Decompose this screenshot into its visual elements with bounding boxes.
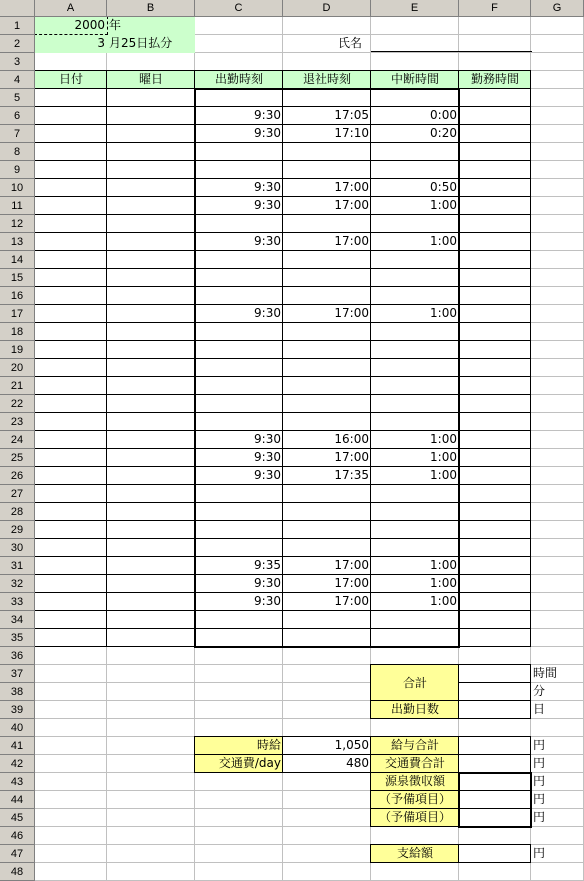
end-time-cell[interactable]: 17:00 <box>334 234 369 248</box>
row-header[interactable]: 13 <box>0 233 35 251</box>
start-time-cell[interactable]: 9:30 <box>254 234 281 248</box>
table-row-divider <box>35 178 531 179</box>
row-header[interactable]: 2 <box>0 35 35 53</box>
header-divider <box>106 71 107 89</box>
row-header[interactable]: 46 <box>0 827 35 845</box>
start-time-cell[interactable]: 9:30 <box>254 126 281 140</box>
end-time-cell[interactable]: 17:10 <box>334 126 369 140</box>
row-header[interactable]: 40 <box>0 719 35 737</box>
row-header[interactable]: 12 <box>0 215 35 233</box>
end-time-cell[interactable]: 17:00 <box>334 306 369 320</box>
reserve-item-2-label[interactable]: （予備項目） <box>371 809 459 827</box>
row-header[interactable]: 7 <box>0 125 35 143</box>
table-row-divider <box>35 232 531 233</box>
end-time-cell[interactable]: 17:00 <box>334 198 369 212</box>
row-header[interactable]: 28 <box>0 503 35 521</box>
start-time-cell[interactable]: 9:30 <box>254 306 281 320</box>
row-header[interactable]: 9 <box>0 161 35 179</box>
row-header[interactable]: 14 <box>0 251 35 269</box>
row-header[interactable]: 25 <box>0 449 35 467</box>
hourly-wage-label[interactable]: 時給 <box>195 737 283 755</box>
transport-per-day-value[interactable]: 480 <box>346 756 369 770</box>
row-header[interactable]: 8 <box>0 143 35 161</box>
table-row-divider <box>35 358 531 359</box>
table-row-divider <box>35 394 531 395</box>
table-row-divider <box>35 376 531 377</box>
table-row-divider <box>35 466 531 467</box>
table-row-divider <box>35 142 531 143</box>
table-row-divider <box>35 610 531 611</box>
row-header[interactable]: 38 <box>0 683 35 701</box>
row-header[interactable]: 37 <box>0 665 35 683</box>
row-header[interactable]: 36 <box>0 647 35 665</box>
start-time-cell[interactable]: 9:30 <box>254 576 281 590</box>
break-time-cell[interactable]: 1:00 <box>430 576 457 590</box>
row-header[interactable]: 47 <box>0 845 35 863</box>
start-time-cell[interactable]: 9:30 <box>254 432 281 446</box>
summary-divider <box>458 845 459 863</box>
start-time-cell[interactable]: 9:30 <box>254 468 281 482</box>
name-underline <box>371 51 532 52</box>
gridline-horizontal <box>35 718 584 719</box>
end-time-cell[interactable]: 17:00 <box>334 594 369 608</box>
table-row-divider <box>35 106 531 107</box>
summary-row-divider <box>371 808 531 809</box>
row-header[interactable]: 30 <box>0 539 35 557</box>
table-header-1[interactable]: 曜日 <box>107 71 195 89</box>
hourly-wage-value[interactable]: 1,050 <box>334 738 369 752</box>
row-header[interactable]: 33 <box>0 593 35 611</box>
table-row-divider <box>35 268 531 269</box>
row-header[interactable]: 16 <box>0 287 35 305</box>
summary-divider <box>371 700 531 701</box>
break-time-cell[interactable]: 1:00 <box>430 558 457 572</box>
minutes-unit-label[interactable]: 分 <box>533 684 546 698</box>
hours-unit-label[interactable]: 時間 <box>533 666 558 680</box>
row-header[interactable]: 22 <box>0 395 35 413</box>
table-header-0[interactable]: 日付 <box>35 71 107 89</box>
row-header[interactable]: 4 <box>0 71 35 89</box>
table-row-divider <box>35 196 531 197</box>
row-header[interactable]: 26 <box>0 467 35 485</box>
column-header-g[interactable]: G <box>531 0 584 17</box>
row-header[interactable]: 48 <box>0 863 35 881</box>
column-header-e[interactable]: E <box>371 0 459 17</box>
yen-unit-label[interactable]: 円 <box>533 774 546 788</box>
transport-total-label[interactable]: 交通費合計 <box>371 755 459 773</box>
break-time-cell[interactable]: 1:00 <box>430 198 457 212</box>
table-row-divider <box>35 124 531 125</box>
table-column-divider <box>282 89 283 647</box>
table-row-divider <box>35 322 531 323</box>
yen-unit-label[interactable]: 円 <box>533 792 546 806</box>
table-row-divider <box>35 556 531 557</box>
table-row-divider <box>35 628 531 629</box>
row-header[interactable]: 27 <box>0 485 35 503</box>
start-time-cell[interactable]: 9:30 <box>254 180 281 194</box>
break-time-cell[interactable]: 1:00 <box>430 306 457 320</box>
table-row-divider <box>35 592 531 593</box>
row-header[interactable]: 39 <box>0 701 35 719</box>
cell-a1-year[interactable]: 2000 <box>35 17 107 35</box>
cell-b2-month-label[interactable]: 月25日払分 <box>107 35 195 53</box>
select-all-corner[interactable] <box>0 0 35 17</box>
row-header[interactable]: 1 <box>0 17 35 35</box>
table-row-divider <box>35 250 531 251</box>
table-header-5[interactable]: 勤務時間 <box>459 71 531 89</box>
row-header[interactable]: 5 <box>0 89 35 107</box>
table-header-4[interactable]: 中断時間 <box>371 71 459 89</box>
table-row-divider <box>35 304 531 305</box>
workdays-label[interactable]: 出勤日数 <box>371 701 459 719</box>
end-time-cell[interactable]: 17:05 <box>334 108 369 122</box>
yen-unit-label[interactable]: 円 <box>533 738 546 752</box>
header-divider <box>194 71 195 89</box>
table-row-divider <box>35 412 531 413</box>
table-row-divider <box>35 484 531 485</box>
table-column-divider <box>106 89 107 647</box>
column-header-d[interactable]: D <box>283 0 371 17</box>
yen-unit-label[interactable]: 円 <box>533 810 546 824</box>
table-row-divider <box>35 430 531 431</box>
row-header[interactable]: 3 <box>0 53 35 71</box>
break-time-cell[interactable]: 1:00 <box>430 432 457 446</box>
table-row-divider <box>35 448 531 449</box>
gridline-horizontal <box>35 664 584 665</box>
row-header[interactable]: 6 <box>0 107 35 125</box>
table-row-divider <box>35 502 531 503</box>
row-header[interactable]: 17 <box>0 305 35 323</box>
gridline-horizontal <box>35 826 584 827</box>
row-header[interactable]: 41 <box>0 737 35 755</box>
start-time-cell[interactable]: 9:35 <box>254 558 281 572</box>
table-row-divider <box>35 340 531 341</box>
summary-divider <box>458 665 459 719</box>
break-time-cell[interactable]: 1:00 <box>430 468 457 482</box>
table-row-divider <box>35 646 531 647</box>
withholding-label[interactable]: 源泉徴収額 <box>371 773 459 791</box>
table-header-2[interactable]: 出勤時刻 <box>195 71 283 89</box>
start-time-cell[interactable]: 9:30 <box>254 108 281 122</box>
summary-row-divider <box>371 754 531 755</box>
row-header[interactable]: 35 <box>0 629 35 647</box>
table-header-3[interactable]: 退社時刻 <box>283 71 371 89</box>
row-header[interactable]: 24 <box>0 431 35 449</box>
end-time-cell[interactable]: 17:00 <box>334 576 369 590</box>
summary-row-divider <box>371 772 531 773</box>
break-time-cell[interactable]: 1:00 <box>430 234 457 248</box>
table-column-divider <box>370 89 371 647</box>
row-header[interactable]: 18 <box>0 323 35 341</box>
reserve-item-1-label[interactable]: （予備項目） <box>371 791 459 809</box>
column-header-a[interactable]: A <box>35 0 107 17</box>
row-header[interactable]: 19 <box>0 341 35 359</box>
name-label: 氏名 <box>338 36 363 50</box>
end-time-cell[interactable]: 17:00 <box>334 558 369 572</box>
transport-per-day-label[interactable]: 交通費/day <box>195 755 283 773</box>
row-header[interactable]: 29 <box>0 521 35 539</box>
row-header[interactable]: 45 <box>0 809 35 827</box>
row-header[interactable]: 34 <box>0 611 35 629</box>
yen-unit-label[interactable]: 円 <box>533 846 546 860</box>
row-header[interactable]: 10 <box>0 179 35 197</box>
column-header-f[interactable]: F <box>459 0 531 17</box>
break-time-cell[interactable]: 0:50 <box>430 180 457 194</box>
summary-divider <box>459 682 531 683</box>
end-time-cell[interactable]: 16:00 <box>334 432 369 446</box>
deductions-border <box>458 772 532 828</box>
row-header[interactable]: 32 <box>0 575 35 593</box>
cell-a2-month[interactable]: 3 <box>35 35 107 53</box>
end-time-cell[interactable]: 17:35 <box>334 468 369 482</box>
table-row-divider <box>35 88 531 89</box>
row-header[interactable]: 23 <box>0 413 35 431</box>
end-time-cell[interactable]: 17:00 <box>334 180 369 194</box>
table-column-divider <box>458 89 459 647</box>
summary-row-divider <box>371 790 531 791</box>
header-divider <box>282 71 283 89</box>
start-time-cell[interactable]: 9:30 <box>254 198 281 212</box>
row-header[interactable]: 31 <box>0 557 35 575</box>
total-label: 合計 <box>371 665 459 701</box>
start-time-cell[interactable]: 9:30 <box>254 450 281 464</box>
net-pay-label[interactable]: 支給額 <box>371 845 459 863</box>
break-time-cell[interactable]: 1:00 <box>430 450 457 464</box>
yen-unit-label[interactable]: 円 <box>533 756 546 770</box>
row-header[interactable]: 11 <box>0 197 35 215</box>
break-time-cell[interactable]: 0:20 <box>430 126 457 140</box>
table-row-divider <box>35 538 531 539</box>
start-time-cell[interactable]: 9:30 <box>254 594 281 608</box>
gridline-horizontal <box>35 844 584 845</box>
table-row-divider <box>35 214 531 215</box>
pay-total-label[interactable]: 給与合計 <box>371 737 459 755</box>
row-header[interactable]: 15 <box>0 269 35 287</box>
header-divider <box>458 71 459 89</box>
header-divider <box>370 71 371 89</box>
table-row-divider <box>35 520 531 521</box>
break-time-cell[interactable]: 0:00 <box>430 108 457 122</box>
row-header[interactable]: 20 <box>0 359 35 377</box>
wage-divider <box>195 754 371 755</box>
row-header[interactable]: 43 <box>0 773 35 791</box>
column-header-c[interactable]: C <box>195 0 283 17</box>
break-time-cell[interactable]: 1:00 <box>430 594 457 608</box>
summary-divider <box>458 737 459 827</box>
end-time-cell[interactable]: 17:00 <box>334 450 369 464</box>
table-row-divider <box>35 286 531 287</box>
row-header[interactable]: 44 <box>0 791 35 809</box>
column-header-b[interactable]: B <box>107 0 195 17</box>
row-header[interactable]: 21 <box>0 377 35 395</box>
table-row-divider <box>35 160 531 161</box>
row-header[interactable]: 42 <box>0 755 35 773</box>
gridline-horizontal <box>35 862 584 863</box>
table-row-divider <box>35 574 531 575</box>
wage-divider <box>282 737 283 773</box>
day-unit-label[interactable]: 日 <box>533 702 546 716</box>
cell-b1-year-label[interactable]: 年 <box>107 17 195 35</box>
